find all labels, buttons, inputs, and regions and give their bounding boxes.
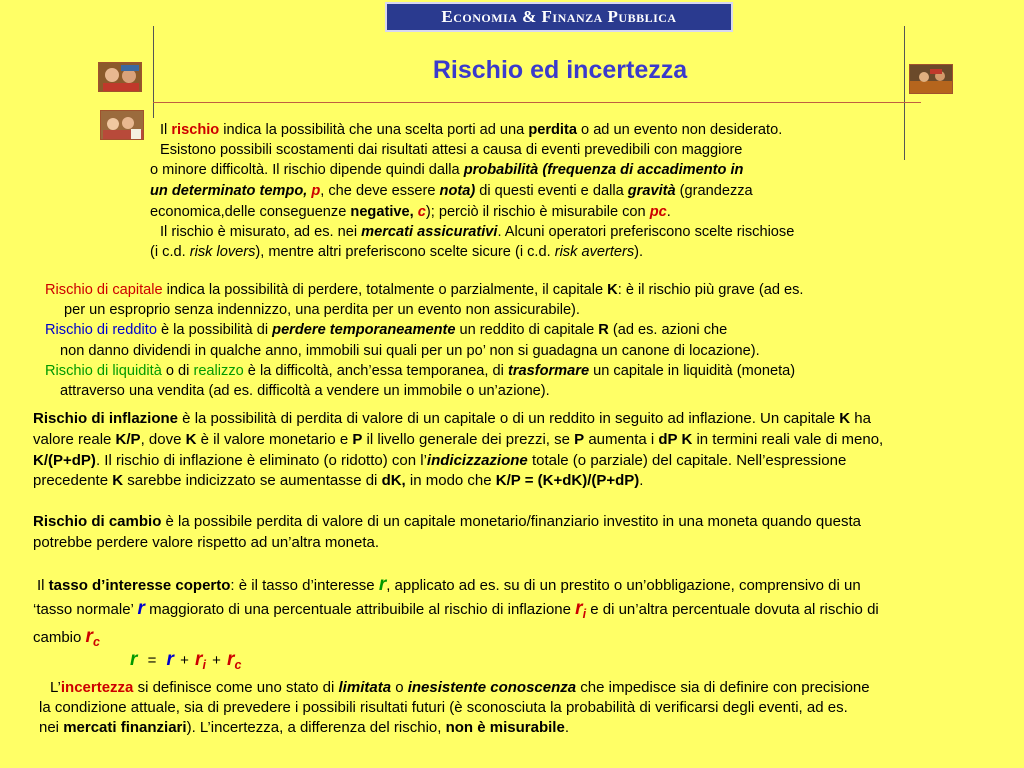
p2-capitale-line-1: Rischio di capitale indica la possibilità di perdere, totalmente o parzialmente, il capitale K: è il rischio più grave (ad es. [45,282,804,298]
p2-capitale-line-2: per un esproprio senza indennizzo, una perdita per un evento non assicurabile). [64,302,580,318]
p1-line-7: (i c.d. risk lovers), mentre altri preferiscono scelte sicure (i c.d. risk averters). [150,244,644,260]
p1-line-4: un determinato tempo, p, che deve essere nota) di questi eventi e dalla gravità (grandezza [150,183,753,199]
p2-liquidita-line-1: Rischio di liquidità o di realizzo è la difficoltà, anch’essa temporanea, di trasformare un capitale in liquidità (moneta) [45,363,796,379]
p3-line-2: valore reale K/P, dove K è il valore monetario e P il livello generale dei prezzi, se P aumenta i dP K in termini reali vale di meno, [33,431,884,448]
p1-line-5: economica,delle conseguenze negative, c); perciò il rischio è misurabile con pc. [150,204,671,220]
p3-line-3: K/(P+dP). Il rischio di inflazione è eliminato (o ridotto) con l’indicizzazione totale (o parziale) del capitale. Nell’espressione [33,452,847,469]
p3-line-4: precedente K sarebbe indicizzato se aumentasse di dK, in modo che K/P = (K+dK)/(P+dP). [33,472,644,489]
p6-line-1: L’incertezza si definisce come uno stato di limitata o inesistente conoscenza che impedisce sia di definire con precisione [50,679,870,696]
p1-line-2: Esistono possibili scostamenti dai risultati attesi a causa di eventi prevedibili con maggiore [160,142,743,158]
p4-line-1: Rischio di cambio è la possibile perdita di valore di un capitale monetario/finanziario investito in una moneta quando questa [33,513,861,530]
title-underline-rule [153,102,921,103]
painting-thumbnail-right [909,64,953,94]
p4-line-2: potrebbe perdere valore rispetto ad un’altra moneta. [33,534,380,551]
left-vertical-rule [153,26,154,118]
p1-line-1: Il rischio indica la possibilità che una scelta porti ad una perdita o ad un evento non desiderato. [160,122,783,138]
p6-line-3: nei mercati finanziari). L’incertezza, a differenza del rischio, non è misurabile. [39,719,569,736]
header-banner: Economia & Finanza Pubblica [385,2,733,32]
painting-thumbnail-left-top [98,62,142,92]
p6-line-2: la condizione attuale, sia di prevedere i possibili risultati futuri (è sconosciuta la probabilità di verificarsi degli eventi, ad es. [39,699,848,716]
p1-line-6: Il rischio è misurato, ad es. nei mercati assicurativi. Alcuni operatori preferiscono scelte rischiose [160,224,795,240]
p2-reddito-line-2: non danno dividendi in qualche anno, immobili sui quali per un po’ non si guadagna un canone di locazione). [60,343,760,359]
p2-liquidita-line-2: attraverso una vendita (ad es. difficoltà a vendere un immobile o un’azione). [60,383,550,399]
p3-line-1: Rischio di inflazione è la possibilità di perdita di valore di un capitale o di un reddito in seguito ad inflazione. Un capitale K ha [33,410,871,427]
right-vertical-rule [904,26,905,160]
slide-title: Rischio ed incertezza [432,56,688,84]
painting-thumbnail-left-bottom [100,110,144,140]
p1-line-3: o minore difficoltà. Il rischio dipende quindi dalla probabilità (frequenza di accadimento in [150,162,744,178]
p2-reddito-line-1: Rischio di reddito è la possibilità di perdere temporaneamente un reddito di capitale R (ad es. azioni che [45,322,728,338]
interest-rate-formula: $r = r + r_i + r_c$ [130,649,242,672]
p5-line-1: Il tasso d’interesse coperto: è il tasso d’interesse r, applicato ad es. su di un prestito o un’obbligazione, comprensivo di un [37,574,861,595]
p5-line-2: ‘tasso normale’ r maggiorato di una percentuale attribuibile al rischio di inflazione $r_i$ e di un’altra percentuale dovuta al rischio di [33,598,879,621]
p5-line-3: cambio $r_c$ [33,626,100,649]
